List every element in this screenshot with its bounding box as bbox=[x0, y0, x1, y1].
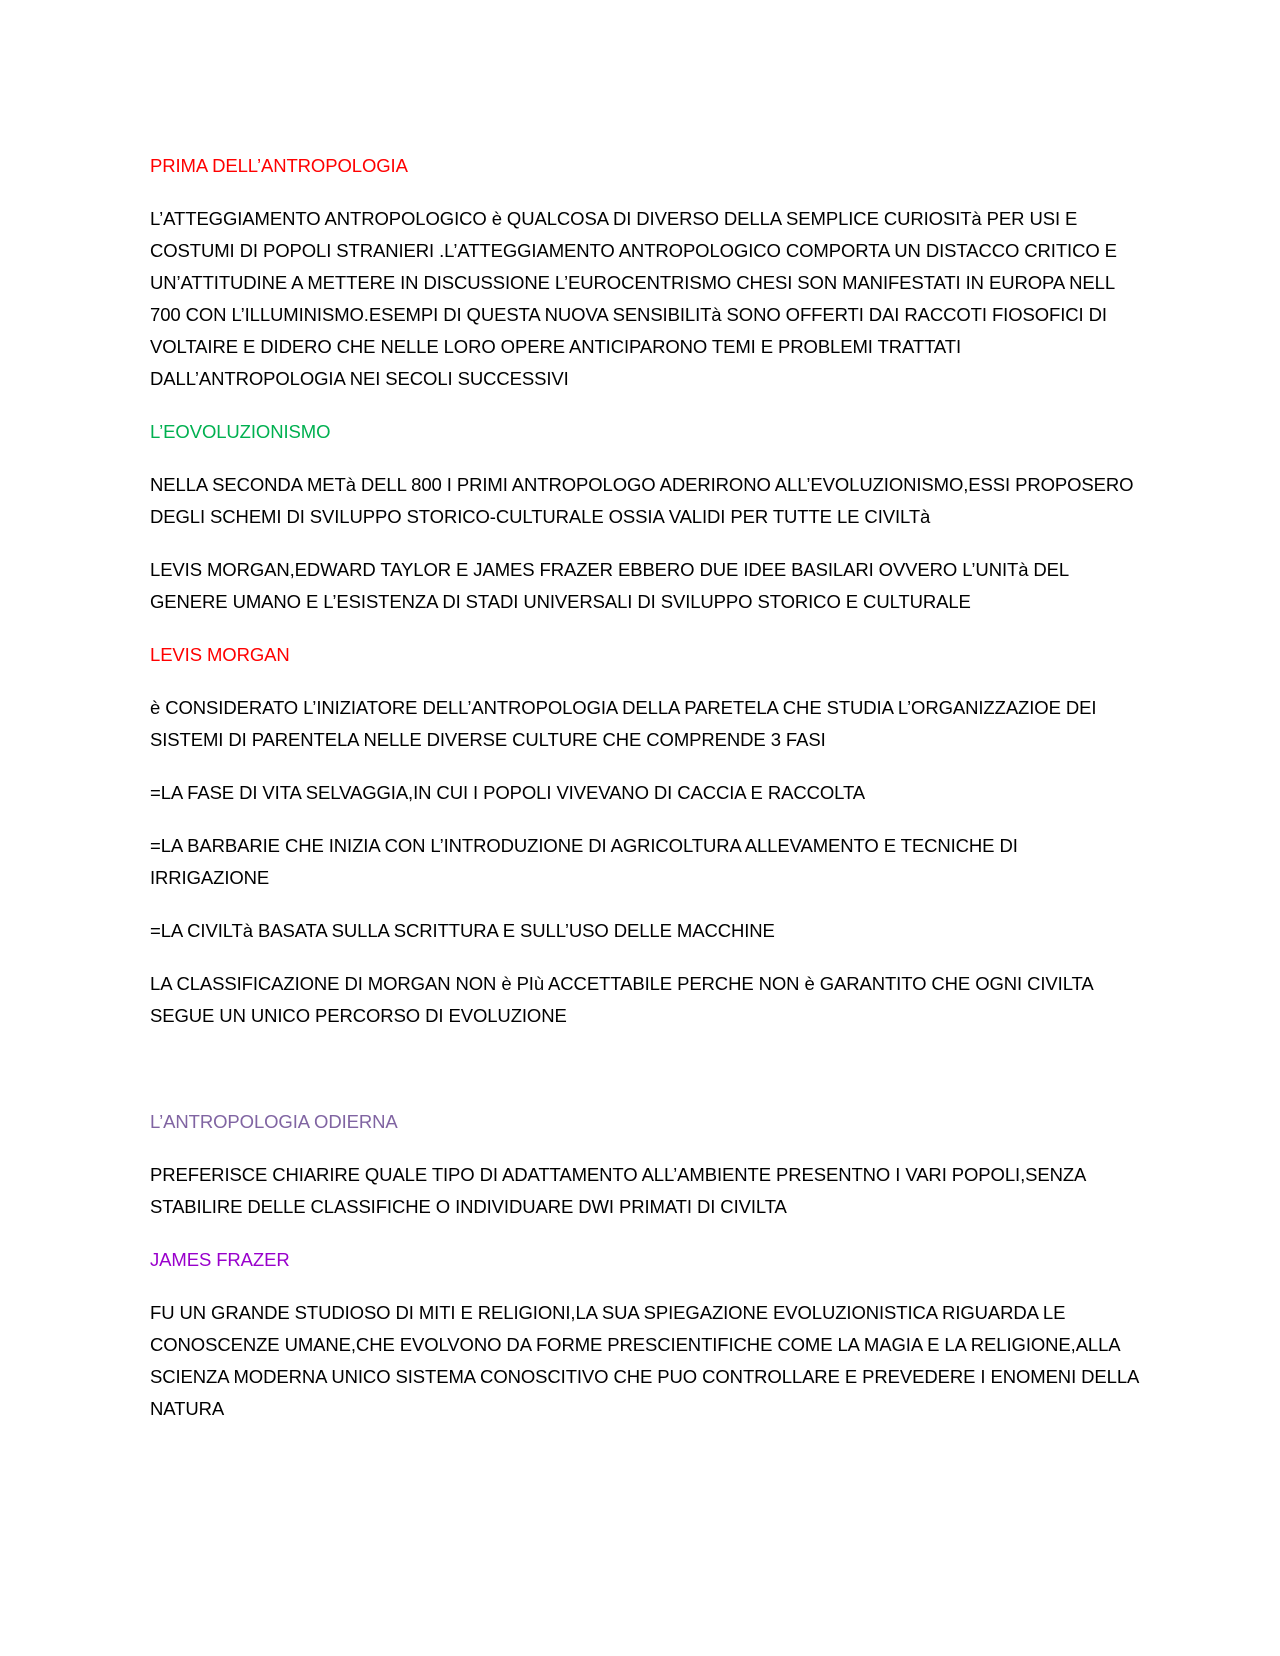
paragraph-barbarie: =LA BARBARIE CHE INIZIA CON L’INTRODUZIONE DI AGRICOLTURA ALLEVAMENTO E TECNICHE DI IRRIGAZIONE bbox=[150, 835, 1018, 888]
paragraph-civilta: =LA CIVILTà BASATA SULLA SCRITTURA E SULL’USO DELLE MACCHINE bbox=[150, 920, 775, 941]
heading-antropologia-odierna: L’ANTROPOLOGIA ODIERNA bbox=[150, 1111, 398, 1132]
document-body bbox=[150, 150, 1140, 1446]
paragraph-classificazione: LA CLASSIFICAZIONE DI MORGAN NON è PIù ACCETTABILE PERCHE NON è GARANTITO CHE OGNI CIVILTA SEGUE UN UNICO PERCORSO DI EVOLUZIONE bbox=[150, 973, 1093, 1026]
heading-james-frazer: JAMES FRAZER bbox=[150, 1249, 290, 1270]
paragraph-fase-selvaggia: =LA FASE DI VITA SELVAGGIA,IN CUI I POPOLI VIVEVANO DI CACCIA E RACCOLTA bbox=[150, 782, 866, 803]
paragraph-preferisce: PREFERISCE CHIARIRE QUALE TIPO DI ADATTAMENTO ALL’AMBIENTE PRESENTNO I VARI POPOLI,SENZA STABILIRE DELLE CLASSIFICHE O INDIVIDUARE DWI PRIMATI DI CIVILTA bbox=[150, 1164, 1086, 1217]
paragraph-atteggiamento: L’ATTEGGIAMENTO ANTROPOLOGICO è QUALCOSA DI DIVERSO DELLA SEMPLICE CURIOSITà PER USI E COSTUMI DI POPOLI STRANIERI .L’ATTEGGIAMENTO ANTROPOLOGICO COMPORTA UN DISTACCO CRITICO E UN’ATTITUDINE A METTERE IN DISCUSSIONE L’EUROCENTRISMO CHESI SON MANIFESTATI IN EUROPA NELL 700 CON L’ILLUMINISMO.ESEMPI DI QUESTA NUOVA SENSIBILITà SONO OFFERTI DAI RACCOTI FIOSOFICI DI VOLTAIRE E DIDERO CHE NELLE LORO OPERE ANTICIPARONO TEMI E PROBLEMI TRATTATI DALL’ANTROPOLOGIA NEI SECOLI SUCCESSIVI bbox=[150, 208, 1117, 389]
paragraph-iniziatore: è CONSIDERATO L’INIZIATORE DELL’ANTROPOLOGIA DELLA PARETELA CHE STUDIA L’ORGANIZZAZIOE DEI SISTEMI DI PARENTELA NELLE DIVERSE CULTURE CHE COMPRENDE 3 FASI bbox=[150, 697, 1097, 750]
paragraph-idee-basilari: LEVIS MORGAN,EDWARD TAYLOR E JAMES FRAZER EBBERO DUE IDEE BASILARI OVVERO L’UNITà DEL GENERE UMANO E L’ESISTENZA DI STADI UNIVERSALI DI SVILUPPO STORICO E CULTURALE bbox=[150, 559, 1069, 612]
heading-evoluzionismo: L’EOVOLUZIONISMO bbox=[150, 421, 331, 442]
heading-levis-morgan: LEVIS MORGAN bbox=[150, 644, 290, 665]
paragraph-studioso-miti: FU UN GRANDE STUDIOSO DI MITI E RELIGIONI,LA SUA SPIEGAZIONE EVOLUZIONISTICA RIGUARDA LE CONOSCENZE UMANE,CHE EVOLVONO DA FORME PRESCIENTIFICHE COME LA MAGIA E LA RELIGIONE,ALLA SCIENZA MODERNA UNICO SISTEMA CONOSCITIVO CHE PUO CONTROLLARE E PREVEDERE I ENOMENI DELLA NATURA bbox=[150, 1302, 1139, 1419]
heading-prima-antropologia: PRIMA DELL’ANTROPOLOGIA bbox=[150, 155, 408, 176]
blank-line bbox=[150, 1053, 1140, 1106]
paragraph-seconda-meta: NELLA SECONDA METà DELL 800 I PRIMI ANTROPOLOGO ADERIRONO ALL’EVOLUZIONISMO,ESSI PROPOSERO DEGLI SCHEMI DI SVILUPPO STORICO-CULTURALE OSSIA VALIDI PER TUTTE LE CIVILTà bbox=[150, 474, 1134, 527]
